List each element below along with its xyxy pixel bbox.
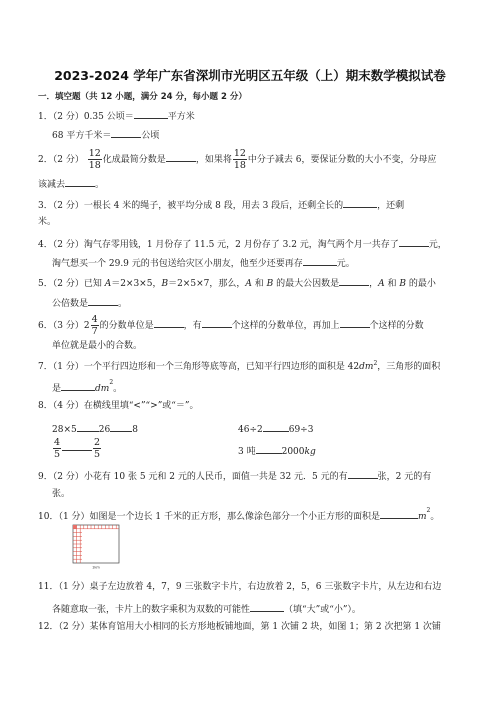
answer-blank[interactable] — [88, 295, 118, 306]
answer-blank[interactable] — [256, 443, 282, 454]
question-8-row-1-right: 46÷2 69÷3 — [238, 421, 313, 435]
figure-side-label: 1km — [92, 565, 100, 570]
answer-blank[interactable] — [399, 236, 429, 247]
question-6-line-1: 6．（3 分）2 $\frac{4}{7}$ 的分数单位是 ，有 个这样的分数单位，再加上 个这样的分数 — [38, 314, 424, 337]
question-7-line-2: 是 $dm^2$。 — [52, 379, 123, 394]
fraction: $\frac{2}{5}$ — [94, 437, 101, 460]
shaded-small-square — [73, 525, 77, 529]
fraction: $\frac{12}{18}$ — [88, 148, 101, 171]
answer-blank[interactable] — [340, 317, 370, 328]
question-8-row-1-left: 28×5 26 8 — [52, 421, 138, 436]
answer-blank[interactable] — [343, 197, 377, 208]
fraction: $\frac{4}{7}$ — [91, 314, 98, 337]
question-6-line-2: 单位就是最小的合数。 — [52, 341, 143, 351]
question-2-line-2: 该减去 。 — [38, 176, 104, 191]
answer-blank[interactable] — [250, 601, 284, 612]
question-2-line-1: 2．（2 分） $\frac{12}{18}$ 化成最简分数是 ，如果将 $\frac{12}{18}$ 中分子减去 6，要保证分数的大小不变，分母应 — [38, 148, 437, 171]
answer-blank[interactable] — [154, 317, 184, 328]
question-9-line-1: 9．（2 分）小花有 10 张 5 元和 2 元的人民币，面值一共是 32 元．5 元的有 张，2 元的有 — [38, 468, 431, 483]
answer-blank[interactable] — [134, 108, 168, 119]
question-5-line-2: 公倍数是 。 — [52, 295, 127, 310]
question-1-line-1: 1．（2 分）0.35 公顷＝ 平方米 — [38, 108, 195, 123]
answer-blank[interactable] — [110, 421, 132, 432]
question-10-line-1: 10．（1 分）如图是一个边长 1 千米的正方形，那么像涂色部分一个小正方形的面积是 $m^2$。 — [38, 507, 440, 522]
question-4-line-2: 淘气想买一个 29.9 元的书包送给灾区小朋友，他至少还要再存 元。 — [52, 255, 355, 270]
answer-blank[interactable] — [61, 380, 95, 391]
question-3-line-1: 3．（2 分）一根长 4 米的绳子，被平均分成 8 段，用去 3 段后，还剩全长的 ，还剩 — [38, 197, 404, 212]
question-1-line-2: 68 平方千米＝ 公顷 — [52, 127, 159, 142]
answer-blank[interactable] — [62, 440, 92, 451]
answer-blank[interactable] — [348, 468, 378, 479]
answer-blank[interactable] — [380, 508, 418, 519]
answer-blank[interactable] — [111, 127, 141, 138]
square-grid-figure — [72, 524, 124, 570]
fraction: $\frac{4}{5}$ — [54, 437, 61, 460]
answer-blank[interactable] — [65, 176, 95, 187]
answer-blank[interactable] — [77, 421, 99, 432]
answer-blank[interactable] — [202, 317, 232, 328]
question-3-line-2: 米。 — [38, 217, 57, 227]
question-9-line-2: 张。 — [52, 489, 71, 499]
question-11-line-1: 11．（1 分）桌子左边放着 4，7，9 三张数字卡片，右边放着 2，5，6 三张数字卡片，从左边和右边 — [38, 582, 442, 592]
question-11-line-2: 各随意取一张，卡片上的数字乘积为双数的可能性 （填“大”或“小”）。 — [52, 601, 361, 616]
question-4-line-1: 4．（2 分）淘气存零用钱，1 月份存了 11.5 元，2 月份存了 3.2 元，淘气两个月一共存了 元， — [38, 236, 447, 251]
answer-blank[interactable] — [303, 255, 337, 266]
section-heading: 一．填空题（共 12 小题，满分 24 分，每小题 2 分） — [38, 92, 247, 102]
fraction: $\frac{12}{18}$ — [233, 148, 246, 171]
answer-blank[interactable] — [263, 421, 289, 432]
answer-blank[interactable] — [166, 151, 196, 162]
question-8-prompt: 8．（4 分）在横线里填“<”“>”或“＝”。 — [38, 401, 199, 411]
question-12-line-1: 12．（2 分）某体育馆用大小相同的长方形地板铺地面，第 1 次铺 2 块，如图 1；第 2 次把第 1 次铺 — [38, 622, 441, 632]
question-8-row-2-right: 3 吨 2000kg — [238, 443, 316, 457]
answer-blank[interactable] — [339, 275, 369, 286]
question-8-row-2-left — [52, 437, 102, 460]
exam-title: 2023-2024 学年广东省深圳市光明区五年级（上）期末数学模拟试卷 — [54, 68, 446, 83]
question-7-line-1: 7．（1 分）一个平行四边形和一个三角形等底等高，已知平行四边形的面积是 $42dm^2$，三角形的面积 — [38, 360, 441, 372]
question-5-line-1: 5．（2 分）已知 A＝2×3×5，B＝2×5×7，那么，A 和 B 的最大公因数是 ，A 和 B 的最小 — [38, 275, 436, 290]
